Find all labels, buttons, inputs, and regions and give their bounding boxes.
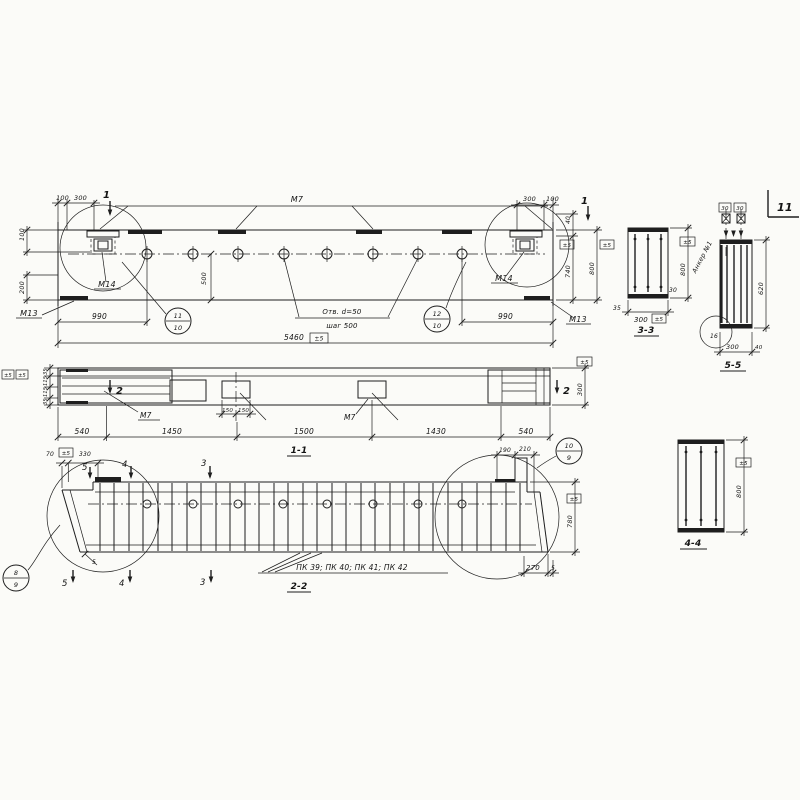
section-mark-2-right (555, 380, 570, 397)
detail-circle-left (60, 205, 146, 291)
dim-210: 210 (519, 446, 532, 453)
plan-left-d4: 35 (43, 398, 49, 405)
section-1-label-right: 1 (581, 196, 589, 207)
anchor-note: Анкер №1 (690, 239, 715, 275)
callout-top-12: 12 (432, 310, 442, 318)
dim-left-vertical (18, 226, 90, 304)
note-holes-step: шаг 500 (326, 322, 358, 330)
dim-100-tl: 100 (56, 194, 70, 202)
dim-40-s55: 40 (755, 345, 763, 351)
chain-1500: 1500 (294, 427, 314, 436)
dim-990-right: 990 (498, 312, 513, 321)
dim-330: 330 (79, 451, 92, 458)
dim-300-tl: 300 (74, 194, 88, 202)
detail-circle-22-left (47, 460, 159, 572)
section-mark-1-right (581, 196, 590, 221)
dim-270-5 (518, 554, 559, 577)
stirrups (100, 483, 520, 551)
plan-chain-dims (55, 400, 553, 441)
panels-list: ПК 39; ПК 40; ПК 41; ПК 42 (296, 563, 408, 572)
plate-label-m13-right: М13 (569, 315, 587, 324)
dim-100-left: 100 (18, 227, 26, 241)
sheet-number: 11 (777, 201, 793, 214)
section-4-4-title: 4-4 (684, 539, 702, 549)
callout-10: 10 (564, 442, 574, 450)
dim-990-left: 990 (92, 312, 107, 321)
dim-5-left (82, 551, 97, 566)
section-view-2-2 (3, 438, 582, 592)
section-3-3 (613, 224, 695, 336)
anchor-detail-left (87, 231, 121, 289)
dim-70: 70 (46, 451, 55, 458)
dim-100-tr: 100 (546, 195, 560, 203)
dim-270: 270 (526, 564, 540, 572)
tolerance-box-s44: ±5 (739, 461, 748, 467)
section-4-4 (678, 436, 751, 549)
bolt-box-1: 30 (721, 206, 729, 212)
callout-bottom-10: 10 (173, 324, 183, 332)
bolt-box-2: 30 (736, 206, 744, 212)
dim-35-s33: 35 (613, 305, 622, 312)
mark-5-top: 5 (82, 463, 88, 473)
dim-5460: 5460 (284, 333, 304, 342)
plan-m7-mid: М7 (344, 413, 356, 422)
section-mark-1-left (103, 190, 112, 216)
dim-right-vertical (556, 210, 614, 304)
plan-1-1-title: 1-1 (290, 446, 308, 456)
plate-label-m13-left: М13 (20, 309, 38, 318)
dim-190-210 (491, 438, 582, 492)
beam-body-2-2 (62, 458, 548, 552)
section-1-label-left: 1 (103, 190, 111, 201)
chain-540-r: 540 (518, 427, 534, 436)
tolerance-box-total: ±5 (314, 335, 324, 343)
marks-top (82, 459, 212, 479)
plan-tol-box-2: ±5 (18, 373, 26, 379)
dim-780-label: 780 (566, 514, 574, 528)
dim-740-right: 740 (564, 264, 572, 278)
section-5-5 (690, 203, 770, 371)
plate-label-m7: М7 (290, 195, 304, 204)
tolerance-box-plan: ±5 (580, 360, 589, 366)
plan-left-d2: 115 (43, 375, 49, 386)
note-holes-d50: Отв. d=50 (322, 308, 362, 316)
callout-9l: 9 (13, 581, 19, 589)
panels-note (258, 553, 448, 573)
callout-12-10 (424, 262, 466, 332)
plan-left-d1: 35 (43, 368, 49, 375)
tolerance-box-800: ±5 (602, 243, 612, 249)
callout-bottom-10b: 10 (432, 322, 442, 330)
chain-1450: 1450 (162, 427, 182, 436)
dim-5-left-label: 5 (92, 559, 97, 566)
tolerance-box-s33-w: ±5 (654, 317, 664, 323)
callout-11-10 (122, 262, 191, 334)
mark-3-bottom: 3 (200, 578, 206, 588)
dim-5-right: 5 (551, 565, 556, 572)
plan-tol-box-1: ±5 (4, 373, 12, 379)
dim-620-s55: 620 (757, 281, 765, 295)
plan-left-d3: 115 (43, 386, 49, 397)
dim-300-s33: 300 (634, 316, 648, 324)
plan-view-1-1 (2, 357, 592, 456)
mark-4-bottom: 4 (119, 579, 125, 589)
chain-540-l: 540 (74, 427, 90, 436)
holes-note (284, 258, 418, 330)
section-5-5-title: 5-5 (724, 361, 742, 371)
dim-800-right: 800 (588, 261, 596, 275)
section-3-3-title: 3-3 (637, 326, 655, 336)
dim-800-s33: 800 (679, 262, 687, 276)
dim-top-left (52, 194, 100, 230)
dim-200-left: 200 (18, 280, 26, 294)
dim-top-right (511, 195, 559, 230)
tolerance-box-780: ±5 (569, 497, 579, 503)
anchor-label-m14-right: М14 (495, 274, 513, 283)
dim-300-s55: 300 (726, 343, 740, 351)
dim-total (55, 333, 556, 346)
mark-5-bottom: 5 (62, 579, 68, 589)
dim-190: 190 (499, 447, 512, 454)
tolerance-box-s33-h: ±5 (683, 240, 692, 246)
marks-bottom (62, 570, 213, 589)
view-2-2-title: 2-2 (290, 582, 308, 592)
section-2-label-right: 2 (563, 386, 571, 397)
anchor-label-m14-left: М14 (98, 280, 116, 289)
section-2-label-left: 2 (116, 386, 124, 397)
dim-150-b: 150 (238, 408, 250, 414)
plan-m7-left: М7 (140, 411, 152, 420)
plan-left-dims (2, 364, 58, 409)
dim-800-s44: 800 (735, 484, 743, 498)
callout-8: 8 (13, 569, 19, 577)
callout-top-11: 11 (173, 312, 183, 320)
dim-150-a: 150 (222, 408, 234, 414)
callout-9r: 9 (566, 454, 572, 462)
elevation-view (16, 190, 614, 348)
tolerance-box-740: ±5 (562, 243, 572, 249)
dim-mid-vertical (200, 251, 214, 303)
dim-40-right: 40 (565, 215, 572, 224)
detail-num-s55: 16 (709, 333, 719, 340)
chain-1430: 1430 (426, 427, 446, 436)
dim-300-plan: 300 (576, 382, 584, 396)
dim-30-s33: 30 (669, 287, 678, 294)
mark-4-top: 4 (122, 460, 128, 470)
mark-3-top: 3 (201, 459, 207, 469)
sheet-corner-mark (768, 190, 799, 217)
dim-500-mid: 500 (200, 271, 208, 285)
callout-8-9 (3, 525, 60, 591)
dim-300-tr: 300 (523, 195, 537, 203)
anchor-detail-right (491, 231, 542, 283)
tolerance-box-70: ±5 (61, 451, 71, 457)
